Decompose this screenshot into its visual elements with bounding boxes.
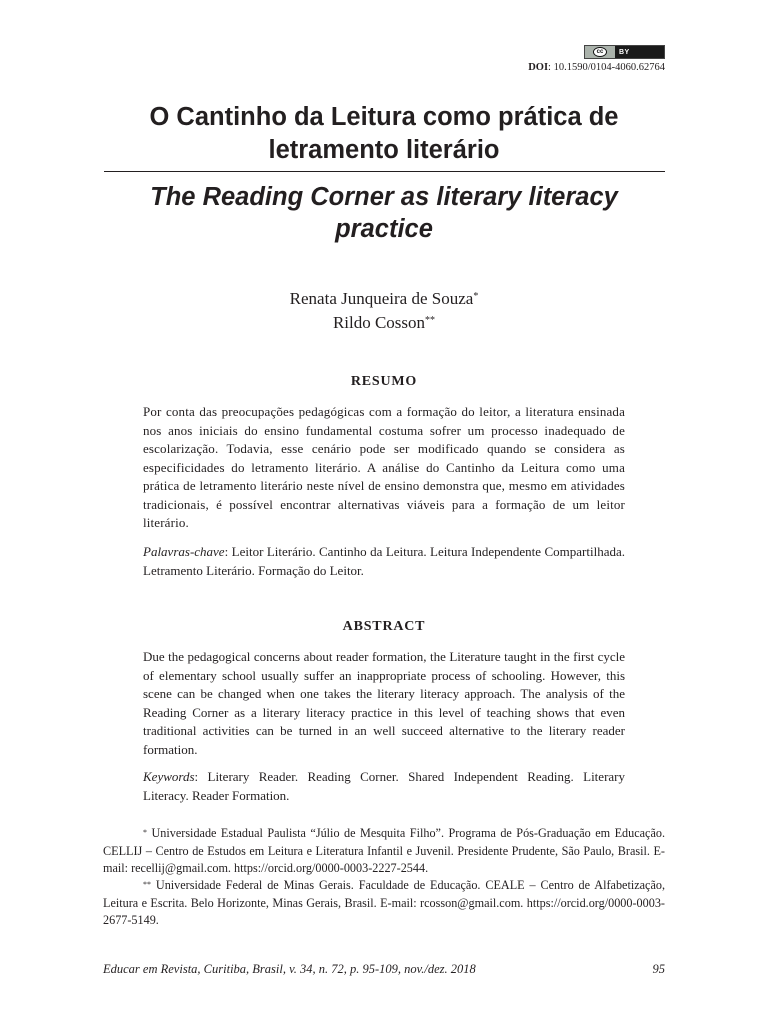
journal-citation: Educar em Revista, Curitiba, Brasil, v. 34, n. 72, p. 95-109, nov./dez. 2018 (103, 962, 476, 976)
footnote-mark: * (143, 828, 147, 837)
author-footnote-mark: * (473, 291, 479, 302)
authors (104, 287, 664, 335)
keywords (143, 768, 625, 805)
abstract-heading: ABSTRACT (342, 619, 426, 634)
doi-value: : 10.1590/0104-4060.62764 (548, 62, 665, 73)
footnote-1 (103, 825, 665, 878)
footnote-mark: ** (143, 880, 151, 889)
footnote-text: Universidade Estadual Paulista “Júlio de Mesquita Filho”. Programa de Pós-Graduação em Educação. CELLIJ – Centro de Estudos em Leitura e Literatura Infantil e Juvenil. Presidente Prudente, São Paulo, Brasil. E-mail: recellij@gmail.com. https://orcid.org/0000-0003-2227-2544. (103, 826, 665, 875)
title-portuguese: O Cantinho da Leitura como prática de letramento literário (149, 103, 619, 164)
keywords-label: Keywords (143, 769, 195, 784)
title-english: The Reading Corner as literary literacy practice (150, 183, 618, 243)
cc-icon-block (585, 46, 615, 58)
resumo-heading: RESUMO (350, 374, 418, 389)
license-by-label: BY (619, 48, 630, 56)
author-name: Renata Junqueira de Souza (289, 289, 474, 308)
author-footnote-mark: ** (425, 315, 436, 326)
resumo-body: Por conta das preocupações pedagógicas com a formação do leitor, a literatura ensinada nos anos iniciais do ensino fundamental costuma sofrer um processo inadequado de escolarização. Todavia, esse cenário pode ser modificado quando se considera as especificidades do letramento literário. A análise do Cantinho da Leitura como uma prática de letramento literário neste nível de ensino demonstra que, mesmo em atividades tradicionais, é possível encontrar alternativas viáveis para a formação de um leitor literário. (143, 404, 625, 530)
palavras-chave-label: Palavras-chave (143, 544, 225, 559)
footnote-text: Universidade Federal de Minas Gerais. Faculdade de Educação. CEALE – Centro de Alfabetização, Leitura e Escrita. Belo Horizonte, Minas Gerais, Brasil. E-mail: rcosson@gmail.com. https://orcid.org/0000-0003-2677-5149. (103, 878, 665, 927)
author-name: Rildo Cosson (332, 313, 426, 332)
author-1 (104, 287, 664, 311)
cc-by-license-badge (584, 45, 665, 59)
palavras-chave (143, 543, 625, 580)
doi (528, 62, 665, 73)
keywords-list: : Literary Reader. Reading Corner. Shared Independent Reading. Literary Literacy. Reader Formation. (143, 769, 625, 803)
title-divider (104, 171, 665, 172)
abstract-body: Due the pedagogical concerns about reader formation, the Literature taught in the first cycle of elementary school usually suffer an inappropriate process of schooling. However, this scene can be changed when one takes the literary literacy approach. The analysis of the Reading Corner as a literary literacy practice in this level of teaching shows that even traditional activities can be turned in an well succeed alternative to the literary reader formation. (143, 649, 625, 757)
footnote-2 (103, 877, 665, 930)
palavras-chave-list: : Leitor Literário. Cantinho da Leitura. Leitura Independente Compartilhada. Letramento Literário. Formação do Leitor. (143, 544, 625, 578)
doi-label: DOI (528, 62, 549, 73)
cc-icon: cc (593, 47, 607, 57)
page-number: 95 (652, 962, 665, 976)
author-2 (104, 311, 664, 335)
